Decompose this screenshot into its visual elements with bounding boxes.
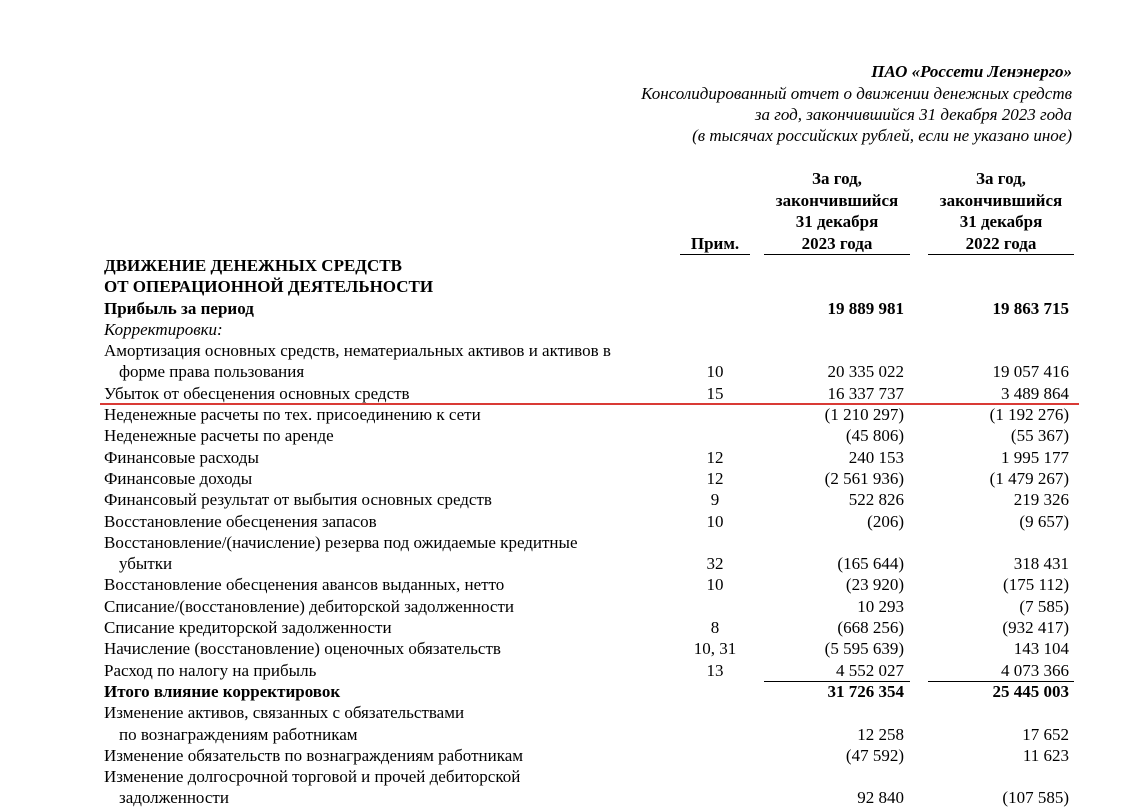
value-2022: 17 652	[1022, 724, 1069, 744]
table-row	[0, 596, 1127, 617]
column-header-2022-line: 31 декабря	[959, 212, 1043, 231]
table-row	[0, 255, 1127, 276]
row-label: Итого влияние корректировок	[104, 681, 341, 701]
column-header-2023-line: 2023 года	[801, 233, 873, 253]
value-2023: 10 293	[857, 596, 904, 616]
value-2022: 219 326	[1013, 490, 1069, 510]
row-label: форме права пользования	[119, 362, 305, 382]
value-2023: 92 840	[857, 788, 904, 808]
report-period: за год, закончившийся 31 декабря 2023 года	[754, 105, 1072, 124]
table-row	[0, 319, 1127, 340]
report-title: Консолидированный отчет о движении денежных средств	[641, 84, 1072, 103]
row-label: Восстановление обесценения запасов	[104, 511, 377, 531]
value-2022: 25 445 003	[992, 681, 1069, 701]
value-2022: (932 417)	[1002, 618, 1069, 638]
value-2022: 11 623	[1022, 745, 1069, 765]
table-row	[0, 745, 1127, 766]
total-underline-2022	[928, 681, 1074, 682]
table-row	[0, 660, 1127, 681]
table-row	[0, 340, 1127, 361]
value-2022: (7 585)	[1019, 596, 1069, 616]
row-label: Расход по налогу на прибыль	[104, 660, 317, 680]
row-label: Неденежные расчеты по тех. присоединению к сети	[104, 405, 481, 425]
row-note: 9	[710, 490, 720, 510]
table-row	[0, 511, 1127, 532]
row-label: задолженности	[119, 788, 229, 808]
table-row	[0, 681, 1127, 702]
table-row	[0, 489, 1127, 510]
row-note: 12	[706, 447, 724, 467]
value-2023: (45 806)	[845, 426, 904, 446]
table-row	[0, 766, 1127, 787]
table-row	[0, 574, 1127, 595]
column-header-2023	[764, 168, 910, 254]
value-2022: 19 863 715	[992, 298, 1069, 318]
table-row	[0, 425, 1127, 446]
row-label: Убыток от обесценения основных средств	[104, 383, 410, 403]
table-row	[0, 617, 1127, 638]
row-note: 10, 31	[693, 639, 737, 659]
value-2023: (23 920)	[845, 575, 904, 595]
row-label: ДВИЖЕНИЕ ДЕНЕЖНЫХ СРЕДСТВ	[104, 256, 402, 275]
cash-flow-table	[0, 255, 1127, 809]
row-label: Восстановление/(начисление) резерва под ожидаемые кредитные	[104, 532, 578, 552]
row-label: Изменение обязательств по вознаграждениям работникам	[104, 745, 524, 765]
value-2022: 318 431	[1013, 554, 1069, 574]
row-label: Списание кредиторской задолженности	[104, 618, 392, 638]
value-2023: 19 889 981	[827, 298, 904, 318]
value-2022: (9 657)	[1019, 511, 1069, 531]
value-2023: (668 256)	[837, 618, 904, 638]
column-header-2022	[928, 168, 1074, 254]
column-header-2023-line: закончившийся	[775, 190, 899, 210]
table-row	[0, 553, 1127, 574]
table-row	[0, 468, 1127, 489]
row-note: 15	[706, 383, 724, 403]
value-2023: 12 258	[857, 724, 904, 744]
row-label: убытки	[119, 554, 173, 574]
value-2022: (107 585)	[1002, 788, 1069, 808]
column-header-2022-line: закончившийся	[939, 190, 1063, 210]
row-note: 10	[706, 511, 724, 531]
value-2023: (2 561 936)	[824, 468, 904, 488]
row-label: по вознаграждениям работникам	[119, 724, 358, 744]
table-row	[0, 787, 1127, 808]
value-2023: (165 644)	[837, 554, 904, 574]
value-2022: (1 479 267)	[989, 468, 1069, 488]
column-header-2022-line: За год,	[976, 169, 1026, 188]
row-label: Финансовые доходы	[104, 468, 253, 488]
row-label: Корректировки:	[104, 319, 223, 339]
value-2023: (206)	[867, 511, 904, 531]
row-note: 13	[706, 660, 724, 680]
row-note: 10	[706, 575, 724, 595]
row-label: Амортизация основных средств, нематериальных активов и активов в	[104, 341, 611, 361]
row-note: 12	[706, 468, 724, 488]
table-row	[0, 383, 1127, 404]
value-2023: 4 552 027	[836, 660, 904, 680]
value-2023: (47 592)	[845, 745, 904, 765]
report-units: (в тысячах российских рублей, если не указано иное)	[692, 126, 1072, 145]
table-row	[0, 532, 1127, 553]
value-2022: (175 112)	[1003, 575, 1069, 595]
value-2022: (55 367)	[1010, 426, 1069, 446]
row-label: Финансовый результат от выбытия основных средств	[104, 490, 492, 510]
row-note: 32	[706, 554, 724, 574]
row-label: Восстановление обесценения авансов выданных, нетто	[104, 575, 505, 595]
table-row	[0, 638, 1127, 659]
table-row	[0, 404, 1127, 425]
row-label: Изменение активов, связанных с обязательствами	[104, 703, 465, 723]
red-highlight-line	[100, 403, 1079, 405]
total-underline-2023	[764, 681, 910, 682]
value-2023: 16 337 737	[827, 383, 904, 403]
value-2022: 143 104	[1013, 639, 1069, 659]
table-row	[0, 361, 1127, 382]
value-2023: 522 826	[848, 490, 904, 510]
row-note: 8	[710, 618, 720, 638]
table-row	[0, 276, 1127, 297]
value-2022: 19 057 416	[992, 362, 1069, 382]
row-label: Изменение долгосрочной торговой и прочей дебиторской	[104, 767, 521, 787]
value-2022: 1 995 177	[1001, 447, 1069, 467]
value-2022: 4 073 366	[1001, 660, 1069, 680]
table-row	[0, 702, 1127, 723]
row-label: Списание/(восстановление) дебиторской задолженности	[104, 596, 515, 616]
value-2023: 31 726 354	[827, 681, 904, 701]
column-header-2023-line: 31 декабря	[795, 212, 879, 231]
value-2022: (1 192 276)	[989, 405, 1069, 425]
value-2023: 20 335 022	[827, 362, 904, 382]
table-row	[0, 447, 1127, 468]
row-label: ОТ ОПЕРАЦИОННОЙ ДЕЯТЕЛЬНОСТИ	[104, 277, 434, 297]
column-header-2023-line: За год,	[812, 169, 862, 188]
row-label: Неденежные расчеты по аренде	[104, 426, 334, 446]
value-2023: 240 153	[848, 447, 904, 467]
company-name: ПАО «Россети Ленэнерго»	[871, 62, 1072, 81]
column-header-note: Прим.	[690, 234, 740, 253]
row-note: 10	[706, 362, 724, 382]
column-header-2022-line: 2022 года	[965, 233, 1037, 253]
row-label: Финансовые расходы	[104, 447, 259, 467]
value-2023: (5 595 639)	[824, 639, 904, 659]
row-label: Начисление (восстановление) оценочных обязательств	[104, 639, 501, 659]
row-label: Прибыль за период	[104, 298, 254, 318]
table-row	[0, 724, 1127, 745]
value-2022: 3 489 864	[1001, 383, 1069, 403]
value-2023: (1 210 297)	[824, 405, 904, 425]
table-row	[0, 298, 1127, 319]
